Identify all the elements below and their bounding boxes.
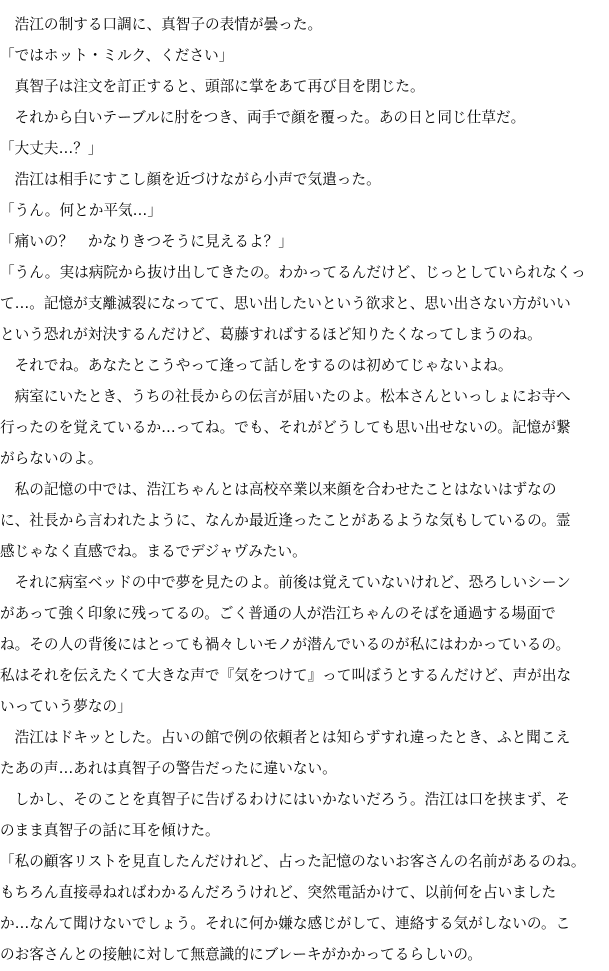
- text-line: 真智子は注文を訂正すると、頭部に掌をあて再び目を閉じた。: [0, 78, 425, 95]
- text-line: か…なんて聞けないでしょう。それに何か嫌な感じがして、連絡する気がしないの。こ: [0, 915, 571, 932]
- text-line: それから白いテーブルに肘をつき、両手で顔を覆った。あの日と同じ仕草だ。: [0, 109, 526, 126]
- text-line: 「大丈夫…？」: [0, 140, 103, 157]
- text-line: 「うん。実は病院から抜け出してきたの。わかってるんだけど、じっとしていられなくっ: [0, 264, 586, 281]
- text-line: もちろん直接尋ねればわかるんだろうけれど、突然電話かけて、以前何を占いました: [0, 884, 557, 901]
- text-line: 「痛いの？ かなりきつそうに見えるよ？」: [0, 233, 293, 250]
- text-line: に、社長から言われたように、なんか最近逢ったことがあるような気もしているの。霊: [0, 512, 571, 529]
- text-line: がらないのよ。: [0, 450, 103, 467]
- text-line: ね。その人の背後にはとっても禍々しいモノが潜んでいるのが私にはわかっているの。: [0, 636, 571, 653]
- text-line: 浩江はドキッとした。占いの館で例の依頼者とは知らずすれ違ったとき、ふと聞こえ: [0, 729, 571, 746]
- text-line: たあの声…あれは真智子の警告だったに違いない。: [0, 760, 337, 777]
- text-line: という恐れが対決するんだけど、葛藤すればするほど知りたくなってしまうのね。: [0, 326, 542, 343]
- text-line: 「私の顧客リストを見直したんだけれど、占った記憶のないお客さんの名前があるのね。: [0, 853, 586, 870]
- text-line: 私はそれを伝えたくて大きな声で『気をつけて』って叫ぼうとするんだけど、声が出な: [0, 667, 572, 684]
- text-line: があって強く印象に残ってるの。ごく普通の人が浩江ちゃんのそばを通過する場面で: [0, 605, 556, 622]
- text-line: しかし、そのことを真智子に告げるわけにはいかないだろう。浩江は口を挟まず、そ: [0, 791, 570, 808]
- text-line: のまま真智子の話に耳を傾けた。: [0, 822, 220, 839]
- text-line: 病室にいたとき、うちの社長からの伝言が届いたのよ。松本さんといっしょにお寺へ: [0, 388, 571, 405]
- text-line: のお客さんとの接触に対して無意識的にブレーキがかかってるらしいの。: [0, 946, 483, 963]
- text-line: いっていう夢なの」: [0, 698, 132, 715]
- text-line: 浩江の制する口調に、真智子の表情が曇った。: [0, 16, 323, 33]
- text-line: 「ではホット・ミルク、ください」: [0, 47, 234, 64]
- text-line: 浩江は相手にすこし顔を近づけながら小声で気遣った。: [0, 171, 381, 188]
- text-line: それでね。あなたとこうやって逢って話しをするのは初めてじゃないよね。: [0, 357, 513, 374]
- text-line: それに病室ベッドの中で夢を見たのよ。前後は覚えていないけれど、恐ろしいシーン: [0, 574, 571, 591]
- text-line: 私の記憶の中では、浩江ちゃんとは高校卒業以来顔を合わせたことはないはずなの: [0, 481, 557, 498]
- text-line: 感じゃなく直感でね。まるでデジャヴみたい。: [0, 543, 307, 560]
- text-line: 行ったのを覚えているか…ってね。でも、それがどうしても思い出せないの。記憶が繋: [0, 419, 571, 436]
- text-line: て…。記憶が支離滅裂になってて、思い出したいという欲求と、思い出さない方がいい: [0, 295, 571, 312]
- text-line: 「うん。何とか平気…」: [0, 202, 162, 219]
